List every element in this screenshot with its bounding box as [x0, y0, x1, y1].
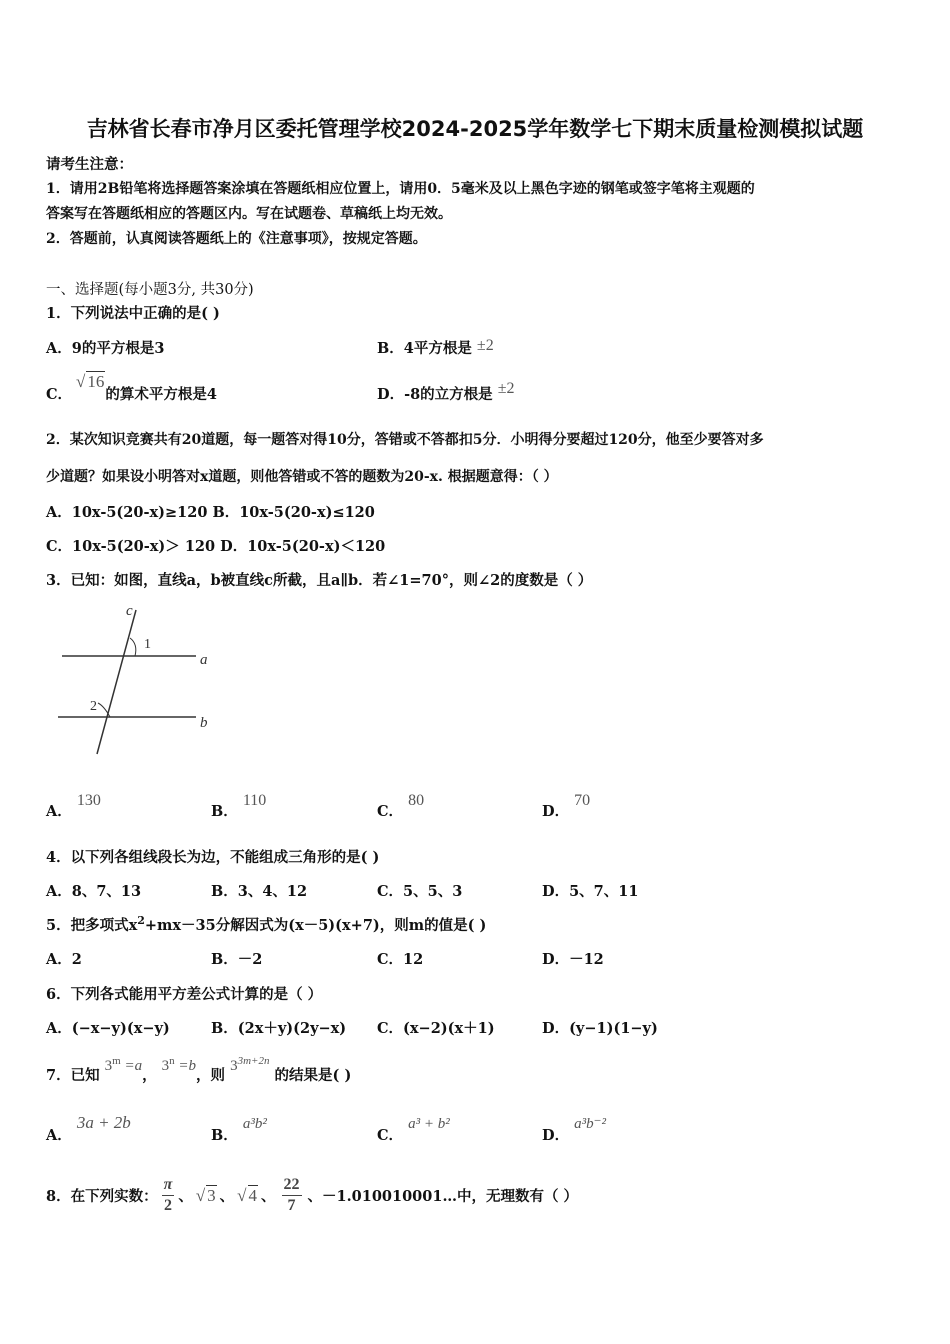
q6-stem: 6．下列各式能用平方差公式计算的是（ ）: [46, 986, 323, 1003]
q1-option-b-math: ±2: [476, 337, 494, 354]
q5-stem: [46, 914, 486, 935]
q7-option-d-label: D．: [542, 1127, 570, 1144]
notice-header: 请考生注意：: [46, 156, 133, 173]
q3-stem: 3．已知：如图，直线a，b被直线c所截，且a∥b．若∠1=70°，则∠2的度数是（ ）: [46, 572, 593, 589]
q5-stem-a: 5．把多项式x: [46, 917, 138, 934]
q8-fraction-1-den: 2: [163, 1196, 172, 1214]
line-c: [97, 610, 136, 754]
q1-option-d-math: ±2: [497, 380, 515, 397]
q3-option-d: [542, 792, 591, 821]
q2-stem-line1: 2．某次知识竞赛共有20道题，每一题答对得10分，答错或不答都扣5分．小明得分要超过120分，他至少要答对多: [46, 432, 764, 448]
q3-option-d-value: 70: [574, 792, 591, 809]
q3-option-c: [377, 792, 425, 821]
q5-option-d: D．－12: [542, 951, 604, 968]
q3-figure: [50, 600, 225, 760]
q7-option-a: [46, 1113, 131, 1145]
q3-option-a-value: 130: [76, 792, 101, 809]
q7-option-a-label: A．: [46, 1127, 72, 1144]
q7-option-c-value: a³ + b²: [408, 1116, 450, 1132]
q1-stem: 1．下列说法中正确的是( ): [46, 305, 220, 322]
q7-suffix: 的结果是( ): [274, 1067, 352, 1084]
q7-expr-1: [104, 1055, 143, 1074]
q1-option-c-sqrt: √ 16: [76, 372, 105, 391]
q6-option-c: C．(x−2)(x＋1): [377, 1020, 495, 1037]
q8-stem: [46, 1170, 578, 1220]
q2-options-cd: C．10x-5(20-x)＞ 120 D．10x-5(20-x)＜120: [46, 538, 386, 555]
q7-option-d-value: a³b⁻²: [574, 1116, 607, 1132]
q3-option-c-value: 80: [408, 792, 425, 809]
q3-option-b: [211, 792, 267, 821]
notice-line-2: 2．答题前，认真阅读答题纸上的《注意事项》，按规定答题。: [46, 231, 427, 247]
q8-sqrt-4: √ 4: [237, 1185, 258, 1205]
q4-stem: 4．以下列各组线段长为边，不能组成三角形的是( ): [46, 849, 380, 866]
notice-line-1b: 答案写在答题纸相应的答题区内。写在试题卷、草稿纸上均无效。: [46, 206, 452, 222]
q8-suffix: 、－1.010010001…中，无理数有（ ）: [307, 1187, 579, 1205]
q8-sep-2: 、: [219, 1187, 235, 1205]
q6-option-a: A．(−x−y)(x−y): [46, 1020, 170, 1037]
q7-stem: [46, 1055, 352, 1085]
q4-option-c: C．5、5、3: [377, 883, 463, 900]
q8-prefix: 8．在下列实数：: [46, 1187, 158, 1205]
q1-option-c: [46, 372, 217, 404]
q7-option-b-label: B．: [211, 1127, 238, 1144]
q7-expr-2-base: 3: [161, 1058, 170, 1074]
q4-option-d: D．5、7、11: [542, 883, 639, 900]
q5-stem-sup: 2: [137, 914, 145, 928]
q3-option-b-label: B．: [211, 803, 238, 820]
q8-sqrt-3-radicand: 3: [207, 1185, 216, 1205]
q7-expr-1-base: 3: [104, 1058, 113, 1074]
q7-expr-3-sup: 3m+2n: [237, 1055, 270, 1067]
q8-sep-3: 、: [261, 1187, 276, 1205]
q3-option-d-label: D．: [542, 803, 570, 820]
q3-option-a-label: A．: [46, 803, 72, 820]
notice-line-1a: 1．请用2B铅笔将选择题答案涂填在答题纸相应位置上，请用0．5毫米及以上黑色字迹的钢笔或签字笔将主观题的: [46, 181, 755, 197]
q7-expr-1-sup: m: [112, 1055, 121, 1067]
page-title: 吉林省长春市净月区委托管理学校2024-2025学年数学七下期末质量检测模拟试题: [86, 117, 864, 141]
q1-option-b-text: B．4平方根是: [377, 340, 472, 357]
q8-fraction-22-over-7: [282, 1175, 302, 1216]
q8-fraction-1-num: π: [162, 1175, 175, 1196]
label-b: b: [200, 715, 208, 731]
q5-option-c: C．12: [377, 951, 424, 968]
q3-option-a: [46, 792, 101, 821]
q2-stem-line2: 少道题？如果设小明答对x道题，则他答错或不答的题数为20-x. 根据题意得：（ ）: [46, 469, 558, 485]
label-c: c: [126, 603, 133, 619]
q7-expr-3-base: 3: [230, 1058, 238, 1074]
q7-option-c-label: C．: [377, 1127, 404, 1144]
label-a: a: [200, 652, 208, 668]
q3-option-c-label: C．: [377, 803, 404, 820]
q3-option-b-value: 110: [242, 792, 267, 809]
q1-option-b: [377, 337, 494, 358]
q7-option-d: [542, 1116, 607, 1145]
q5-stem-b: +mx－35分解因式为(x－5)(x+7)，则m的值是( ): [144, 917, 487, 934]
q8-fraction-2-num: 22: [282, 1175, 302, 1196]
q7-option-a-value: 3a + 2b: [76, 1113, 131, 1132]
q5-option-a: A．2: [46, 951, 82, 968]
q8-fraction-pi-over-2: [162, 1175, 175, 1216]
q7-option-c: [377, 1116, 450, 1145]
q7-prefix: 7．已知: [46, 1067, 100, 1084]
q8-sep-1: 、: [178, 1187, 193, 1205]
q8-sqrt-4-radicand: 4: [248, 1185, 258, 1205]
q7-expr-1-rest: =a: [124, 1058, 143, 1074]
q7-expr-2-rest: =b: [178, 1058, 197, 1074]
label-2: 2: [90, 699, 97, 714]
q7-then: ，则: [196, 1067, 226, 1084]
q7-expr-2: [161, 1055, 197, 1074]
q8-sqrt-3: √ 3: [195, 1185, 216, 1205]
q7-comma: ，: [142, 1067, 157, 1084]
q1-option-d: [377, 380, 515, 404]
q7-option-b-value: a³b²: [242, 1116, 267, 1132]
q8-fraction-2-den: 7: [287, 1196, 296, 1214]
q6-option-d: D．(y−1)(1−y): [542, 1020, 658, 1037]
angle-1-arc: [130, 638, 136, 656]
q1-option-d-text: D．-8的立方根是: [377, 386, 493, 403]
q1-option-a: A．9的平方根是3: [46, 340, 165, 357]
q4-option-a: A．8、7、13: [46, 883, 142, 900]
q1-option-c-radicand: 16: [87, 372, 105, 391]
q7-expr-3: [230, 1055, 270, 1074]
q2-options-ab: A．10x-5(20-x)≥120 B．10x-5(20-x)≤120: [46, 504, 375, 521]
q1-option-c-label: C．: [46, 386, 73, 403]
q7-expr-2-sup: n: [169, 1055, 175, 1067]
label-1: 1: [144, 637, 151, 652]
q5-option-b: B．－2: [211, 951, 263, 968]
q6-option-b: B．(2x＋y)(2y−x): [211, 1020, 347, 1037]
q7-option-b: [211, 1116, 267, 1145]
q4-option-b: B．3、4、12: [211, 883, 308, 900]
q1-option-c-text: 的算术平方根是4: [105, 386, 217, 403]
section-heading: 一、选择题(每小题3分, 共30分): [46, 282, 254, 298]
